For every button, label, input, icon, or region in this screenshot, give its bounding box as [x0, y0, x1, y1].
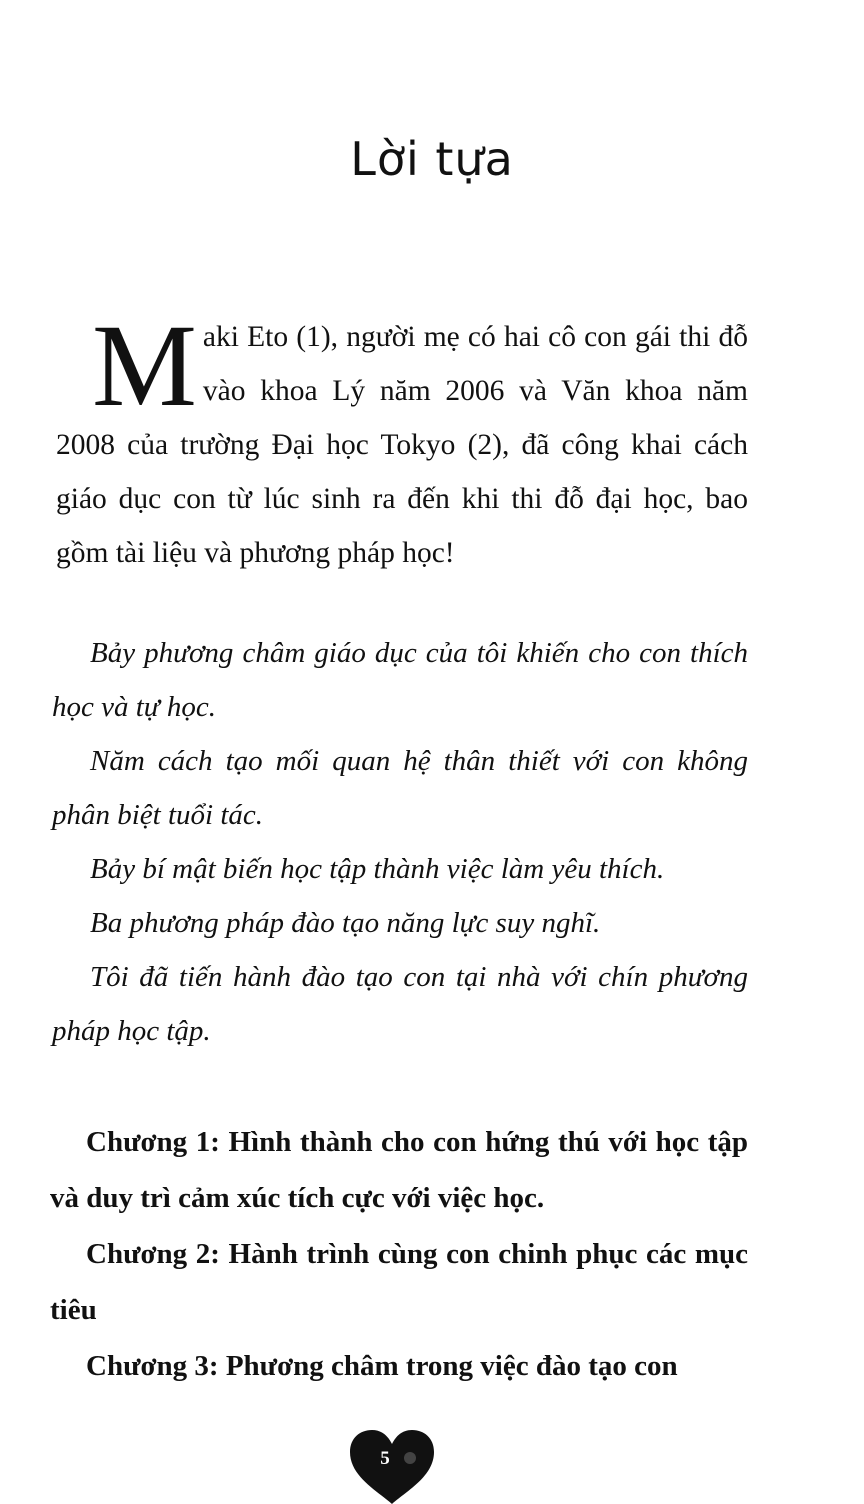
principle-item: Bảy phương châm giáo dục của tôi khiến cho con thích học và tự học.	[52, 637, 748, 723]
intro-paragraph	[56, 300, 748, 580]
intro-text: aki Eto (1), người mẹ có hai cô con gái thi đỗ vào khoa Lý năm 2006 và Văn khoa năm 2008 của trường Đại học Tokyo (2), đã công khai cách giáo dục con từ lúc sinh ra đến khi thi đỗ đại học, bao gồm tài liệu và phương pháp học!	[56, 321, 748, 569]
chapter-item: Chương 2: Hành trình cùng con chinh phục các mục tiêu	[50, 1238, 748, 1326]
principle-item: Bảy bí mật biến học tập thành việc làm yêu thích.	[90, 853, 665, 885]
drop-cap: M	[92, 300, 197, 431]
page-number: 5	[380, 1448, 390, 1469]
chapter-item: Chương 1: Hình thành cho con hứng thú với học tập và duy trì cảm xúc tích cực với việc học.	[50, 1126, 748, 1214]
page-title: Lời tựa	[350, 132, 514, 186]
smudge-mark	[404, 1452, 416, 1464]
principles-list	[52, 626, 748, 1058]
chapter-item: Chương 3: Phương châm trong việc đào tạo con	[86, 1350, 678, 1382]
principle-item: Năm cách tạo mối quan hệ thân thiết với con không phân biệt tuổi tác.	[52, 745, 748, 831]
chapters-list	[50, 1114, 748, 1394]
principle-item: Ba phương pháp đào tạo năng lực suy nghĩ.	[90, 907, 601, 939]
principle-item: Tôi đã tiến hành đào tạo con tại nhà với chín phương pháp học tập.	[52, 961, 748, 1047]
